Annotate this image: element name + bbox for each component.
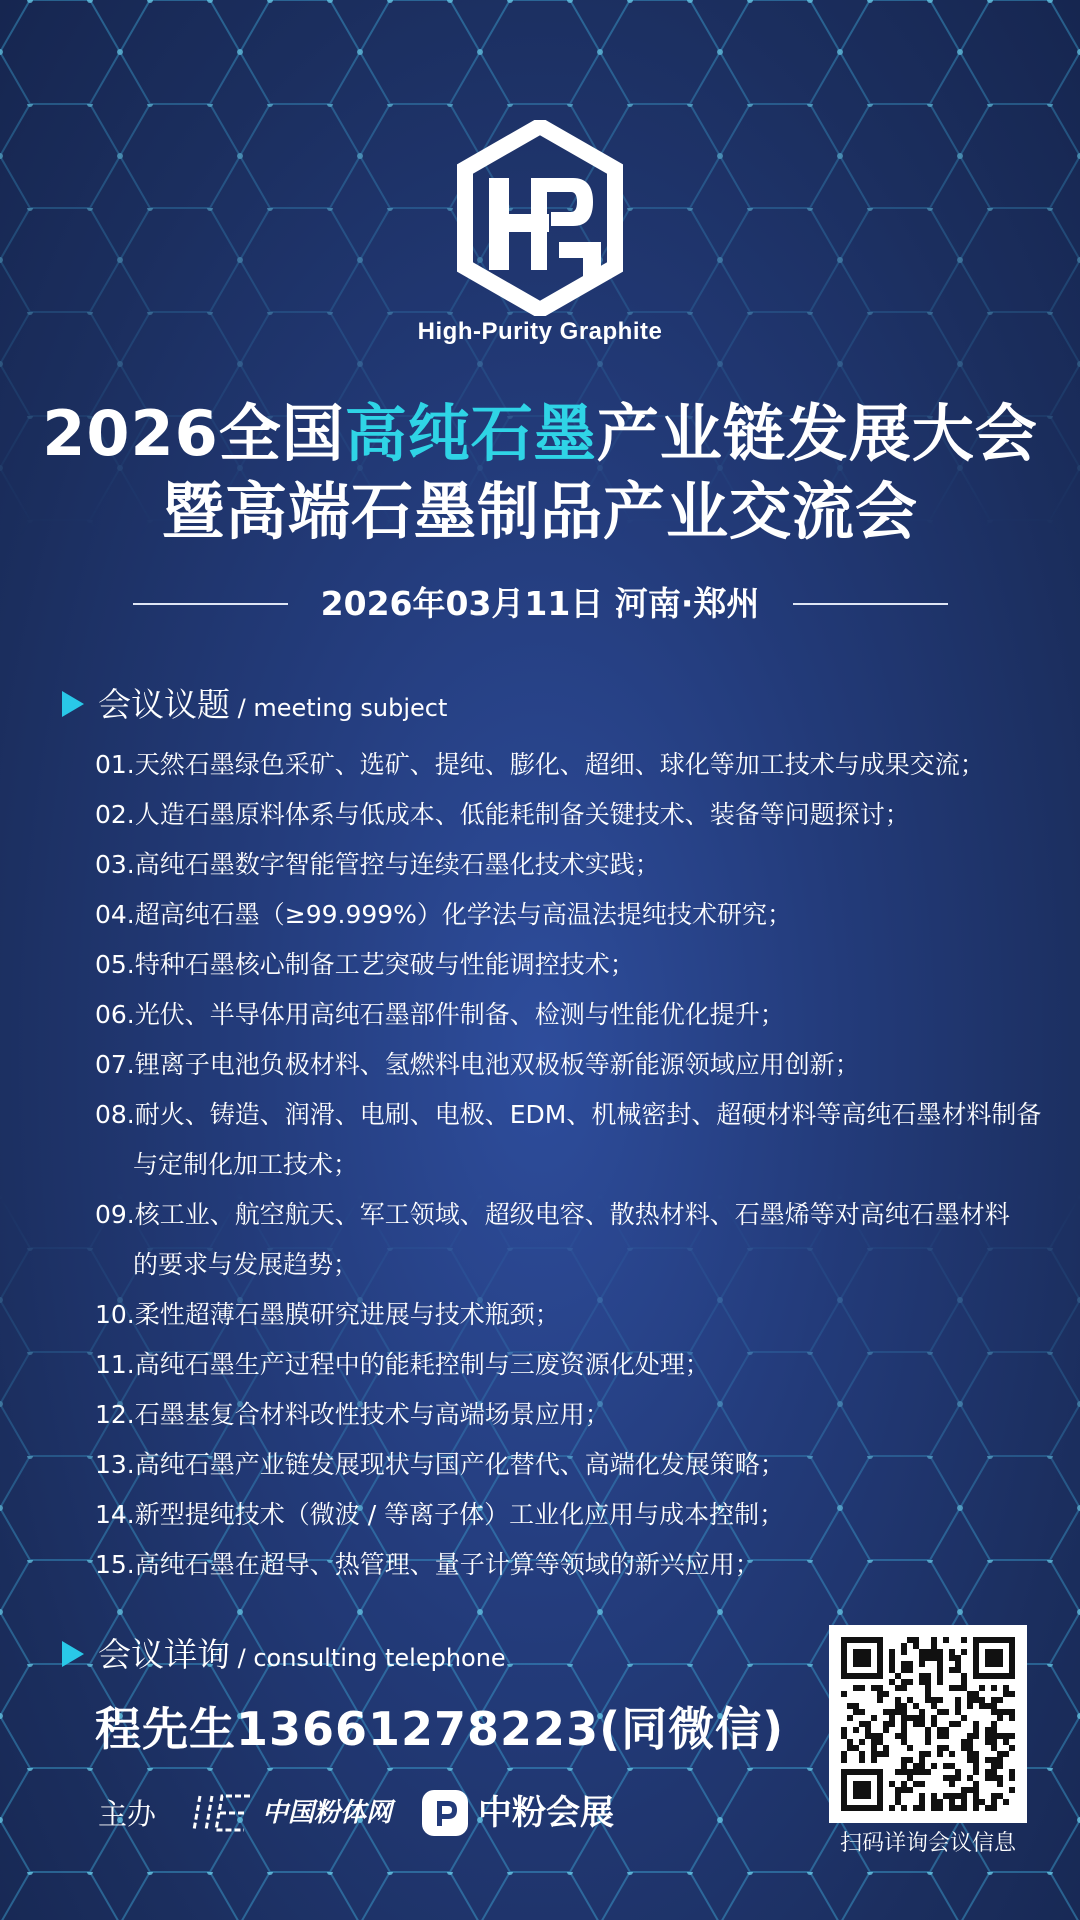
date-divider-right [793,603,948,605]
qr-code[interactable] [829,1625,1027,1823]
cnpowder-logo-icon [190,1790,256,1836]
brand-logo-text: High-Purity Graphite [417,318,663,345]
topic-item: 09.核工业、航空航天、军工领域、超级电容、散热材料、石墨烯等对高纯石墨材料 [95,1200,1010,1229]
p-logo-icon [422,1790,468,1836]
play-arrow-icon [62,691,84,717]
topic-item-continuation: 的要求与发展趋势； [133,1250,359,1279]
event-date: 2026年03月11日 河南·郑州 [320,584,760,623]
topics-label-en: / meeting subject [230,694,448,722]
page-subtitle: 暨高端石墨制品产业交流会 [161,475,918,548]
contact-label-en: / consulting telephone [230,1644,506,1672]
topic-item: 03.高纯石墨数字智能管控与连续石墨化技术实践； [95,850,660,879]
contact-phone[interactable]: 程先生13661278223(同微信) [95,1702,785,1756]
organizer-2-name: 中粉会展 [478,1793,614,1833]
hpg-logo-icon [455,120,625,316]
event-date-row [0,579,1080,629]
topic-item: 13.高纯石墨产业链发展现状与国产化替代、高端化发展策略； [95,1450,785,1479]
topic-item: 12.石墨基复合材料改性技术与高端场景应用； [95,1400,610,1429]
topic-item: 15.高纯石墨在超导、热管理、量子计算等领域的新兴应用； [95,1550,760,1579]
topic-item: 11.高纯石墨生产过程中的能耗控制与三废资源化处理； [95,1350,710,1379]
date-divider-left [133,603,288,605]
contact-label-cn: 会议详询 [98,1635,230,1674]
title-highlight: 高纯石墨 [344,397,597,470]
organizer-cnpowder [190,1790,393,1836]
topic-item: 06.光伏、半导体用高纯石墨部件制备、检测与性能优化提升； [95,1000,785,1029]
topic-item-continuation: 与定制化加工技术； [133,1150,359,1179]
topic-item: 08.耐火、铸造、润滑、电刷、电极、EDM、机械密封、超硬材料等高纯石墨材料制备 [95,1100,1042,1129]
organizer-1-name: 中国粉体网 [262,1798,393,1828]
play-arrow-icon [62,1641,84,1667]
host-label: 主办 [98,1797,157,1831]
title-prefix: 2026全国 [42,397,345,470]
topic-item: 07.锂离子电池负极材料、氢燃料电池双极板等新能源领域应用创新； [95,1050,860,1079]
topic-item: 01.天然石墨绿色采矿、选矿、提纯、膨化、超细、球化等加工技术与成果交流； [95,750,985,779]
topic-item: 02.人造石墨原料体系与低成本、低能耗制备关键技术、装备等问题探讨； [95,800,910,829]
topic-item: 10.柔性超薄石墨膜研究进展与技术瓶颈； [95,1300,560,1329]
topic-item: 04.超高纯石墨（≥99.999%）化学法与高温法提纯技术研究； [95,900,792,929]
page-title [0,394,1080,474]
topics-label-cn: 会议议题 [98,685,230,724]
qr-caption: 扫码详询会议信息 [839,1831,1016,1856]
topic-item: 05.特种石墨核心制备工艺突破与性能调控技术； [95,950,635,979]
topic-item: 14.新型提纯技术（微波 / 等离子体）工业化应用与成本控制； [95,1500,785,1529]
title-suffix: 产业链发展大会 [596,397,1038,470]
qr-code-icon [829,1625,1027,1823]
topics-list [95,740,1042,1590]
